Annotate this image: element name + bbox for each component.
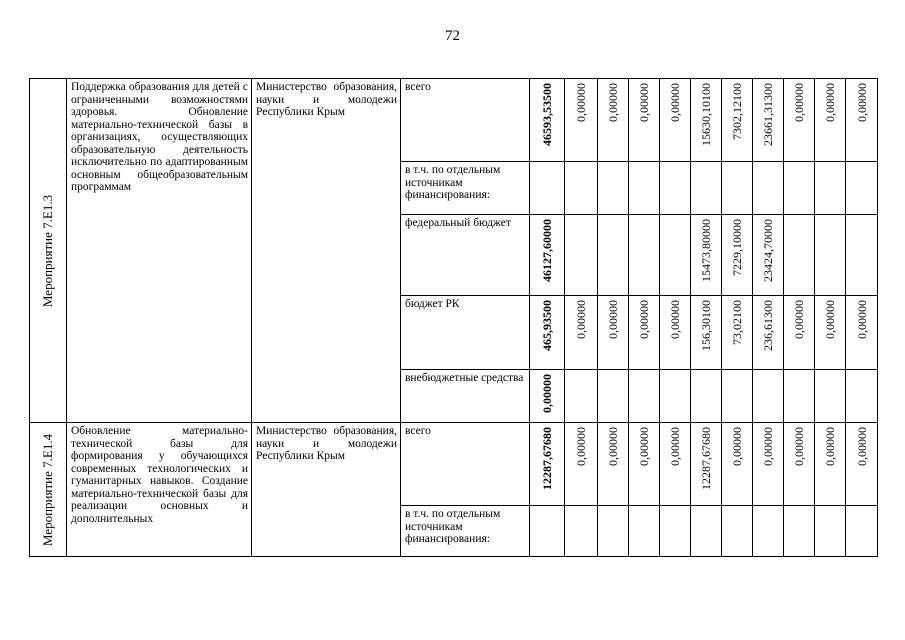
value-cell bbox=[565, 423, 598, 506]
value-cell bbox=[784, 215, 815, 296]
executor-cell bbox=[252, 79, 401, 423]
value-cell bbox=[629, 296, 660, 370]
value-text: 0,00000 bbox=[823, 83, 837, 122]
funding-source-cell bbox=[401, 506, 530, 557]
value-cell bbox=[691, 162, 722, 215]
funding-source-cell bbox=[401, 370, 530, 423]
value-cell bbox=[846, 215, 878, 296]
value-cell bbox=[784, 79, 815, 162]
funding-source: федеральный бюджет bbox=[405, 217, 511, 229]
value-text: 0,00000 bbox=[606, 427, 620, 466]
funding-source-cell bbox=[401, 162, 530, 215]
value-text: 0,00000 bbox=[574, 427, 588, 466]
value-text: 0,00000 bbox=[668, 300, 682, 339]
value-cell bbox=[815, 162, 846, 215]
funding-source: внебюджетные средства bbox=[405, 372, 524, 384]
measure-code: Мероприятие 7.Е1.4 bbox=[40, 433, 55, 546]
value-cell bbox=[629, 215, 660, 296]
value-cell bbox=[784, 370, 815, 423]
value-text: 0,00000 bbox=[854, 300, 869, 339]
value-cell bbox=[815, 296, 846, 370]
value-cell bbox=[598, 215, 629, 296]
value-cell bbox=[629, 423, 660, 506]
value-cell bbox=[846, 79, 878, 162]
funding-source: в т.ч. по отдельным источникам финансирования: bbox=[405, 508, 501, 545]
value-total-cell bbox=[530, 296, 565, 370]
value-cell bbox=[629, 162, 660, 215]
value-cell bbox=[846, 506, 878, 557]
measure-code-cell bbox=[30, 423, 67, 557]
measure-description-cell bbox=[67, 423, 252, 557]
value-text: 0,00000 bbox=[637, 83, 651, 122]
value-text: 156,30100 bbox=[699, 300, 713, 351]
financing-table bbox=[29, 78, 878, 557]
value-text: 15473,80000 bbox=[699, 219, 713, 282]
value-cell bbox=[753, 370, 784, 423]
value-total-cell bbox=[530, 79, 565, 162]
value-text: 465,93500 bbox=[540, 300, 554, 351]
value-text: 15630,10100 bbox=[699, 83, 713, 146]
value-cell bbox=[815, 370, 846, 423]
value-text: 0,00000 bbox=[606, 83, 620, 122]
value-cell bbox=[598, 162, 629, 215]
executor-name: Министерство образования, науки и молодежи Республики Крым bbox=[256, 425, 397, 462]
value-cell bbox=[722, 162, 753, 215]
value-cell bbox=[784, 162, 815, 215]
value-text: 7302,12100 bbox=[730, 83, 744, 140]
value-total-cell bbox=[530, 215, 565, 296]
value-cell bbox=[565, 79, 598, 162]
value-text: 46593,53500 bbox=[540, 83, 554, 146]
value-cell bbox=[691, 423, 722, 506]
measure-code: Мероприятие 7.Е1.3 bbox=[40, 194, 55, 307]
value-text: 0,00000 bbox=[574, 83, 588, 122]
value-cell bbox=[598, 370, 629, 423]
value-text: 236,61300 bbox=[761, 300, 775, 351]
value-cell bbox=[629, 79, 660, 162]
value-cell bbox=[722, 79, 753, 162]
value-cell bbox=[660, 215, 691, 296]
table-row bbox=[30, 423, 878, 506]
value-cell bbox=[784, 423, 815, 506]
measure-description-cell bbox=[67, 79, 252, 423]
value-text: 7229,10000 bbox=[730, 219, 744, 276]
value-cell bbox=[691, 296, 722, 370]
value-cell bbox=[815, 79, 846, 162]
funding-source-cell bbox=[401, 79, 530, 162]
value-text: 0,00000 bbox=[668, 427, 682, 466]
value-cell bbox=[722, 506, 753, 557]
value-cell bbox=[846, 296, 878, 370]
measure-code-cell bbox=[30, 79, 67, 423]
value-text: 0,00000 bbox=[792, 427, 806, 466]
value-cell bbox=[629, 370, 660, 423]
value-cell bbox=[753, 215, 784, 296]
page-number: 72 bbox=[445, 28, 460, 44]
funding-source: в т.ч. по отдельным источникам финансирования: bbox=[405, 164, 501, 201]
value-cell bbox=[629, 506, 660, 557]
value-cell bbox=[753, 296, 784, 370]
value-text: 0,00000 bbox=[792, 300, 806, 339]
funding-source: бюджет РК bbox=[405, 298, 460, 310]
value-text: 0,00000 bbox=[606, 300, 620, 339]
value-cell bbox=[660, 296, 691, 370]
value-cell bbox=[565, 506, 598, 557]
value-text: 12287,67680 bbox=[699, 427, 713, 490]
value-text: 0,00000 bbox=[823, 427, 837, 466]
value-cell bbox=[722, 296, 753, 370]
value-cell bbox=[565, 296, 598, 370]
value-text: 0,00000 bbox=[792, 83, 806, 122]
value-text: 0,00000 bbox=[637, 300, 651, 339]
value-cell bbox=[784, 296, 815, 370]
value-cell bbox=[722, 215, 753, 296]
value-text: 12287,67680 bbox=[540, 427, 554, 490]
value-cell bbox=[598, 506, 629, 557]
value-cell bbox=[565, 215, 598, 296]
funding-source-cell bbox=[401, 296, 530, 370]
value-cell bbox=[660, 162, 691, 215]
value-cell bbox=[565, 162, 598, 215]
value-text: 0,00000 bbox=[730, 427, 744, 466]
value-text: 73,02100 bbox=[730, 300, 744, 345]
value-cell bbox=[846, 423, 878, 506]
value-cell bbox=[753, 506, 784, 557]
value-text: 0,00000 bbox=[854, 83, 869, 122]
value-cell bbox=[691, 370, 722, 423]
value-total-cell bbox=[530, 162, 565, 215]
funding-source: всего bbox=[405, 81, 431, 93]
value-cell bbox=[660, 506, 691, 557]
value-cell bbox=[815, 506, 846, 557]
value-text: 0,00000 bbox=[823, 300, 837, 339]
value-cell bbox=[565, 370, 598, 423]
value-text: 0,00000 bbox=[668, 83, 682, 122]
value-cell bbox=[753, 423, 784, 506]
value-text: 0,00000 bbox=[574, 300, 588, 339]
value-cell bbox=[815, 423, 846, 506]
value-cell bbox=[598, 423, 629, 506]
value-text: 0,00000 bbox=[761, 427, 775, 466]
value-cell bbox=[846, 370, 878, 423]
value-text: 46127,60000 bbox=[540, 219, 554, 282]
funding-source: всего bbox=[405, 425, 431, 437]
measure-description: Поддержка образования для детей с ограниченными возможностями здоровья. Обновление материально-технической базы в организациях, осуществляющих образовательную деятельность исключительно по адаптированным основным общеобразовательным программам bbox=[71, 81, 248, 193]
executor-name: Министерство образования, науки и молодежи Республики Крым bbox=[256, 81, 397, 118]
value-cell bbox=[660, 423, 691, 506]
funding-source-cell bbox=[401, 423, 530, 506]
value-cell bbox=[691, 215, 722, 296]
value-cell bbox=[846, 162, 878, 215]
table-row bbox=[30, 79, 878, 162]
measure-description: Обновление материально-технической базы для формирования у обучающихся современных технологических и гуманитарных навыков. Создание материально-технической базы для реализации основных и дополнительных bbox=[71, 425, 248, 525]
value-cell bbox=[722, 423, 753, 506]
value-total-cell bbox=[530, 370, 565, 423]
value-cell bbox=[815, 215, 846, 296]
value-cell bbox=[598, 79, 629, 162]
value-cell bbox=[598, 296, 629, 370]
value-cell bbox=[691, 506, 722, 557]
value-text: 0,00000 bbox=[637, 427, 651, 466]
value-text: 0,00000 bbox=[540, 374, 554, 413]
value-total-cell bbox=[530, 506, 565, 557]
value-text: 23661,31300 bbox=[761, 83, 775, 146]
value-total-cell bbox=[530, 423, 565, 506]
executor-cell bbox=[252, 423, 401, 557]
value-cell bbox=[660, 79, 691, 162]
value-text: 23424,70000 bbox=[761, 219, 775, 282]
value-cell bbox=[753, 162, 784, 215]
funding-source-cell bbox=[401, 215, 530, 296]
value-cell bbox=[753, 79, 784, 162]
value-cell bbox=[691, 79, 722, 162]
value-cell bbox=[722, 370, 753, 423]
value-text: 0,00000 bbox=[854, 427, 869, 466]
value-cell bbox=[660, 370, 691, 423]
value-cell bbox=[784, 506, 815, 557]
